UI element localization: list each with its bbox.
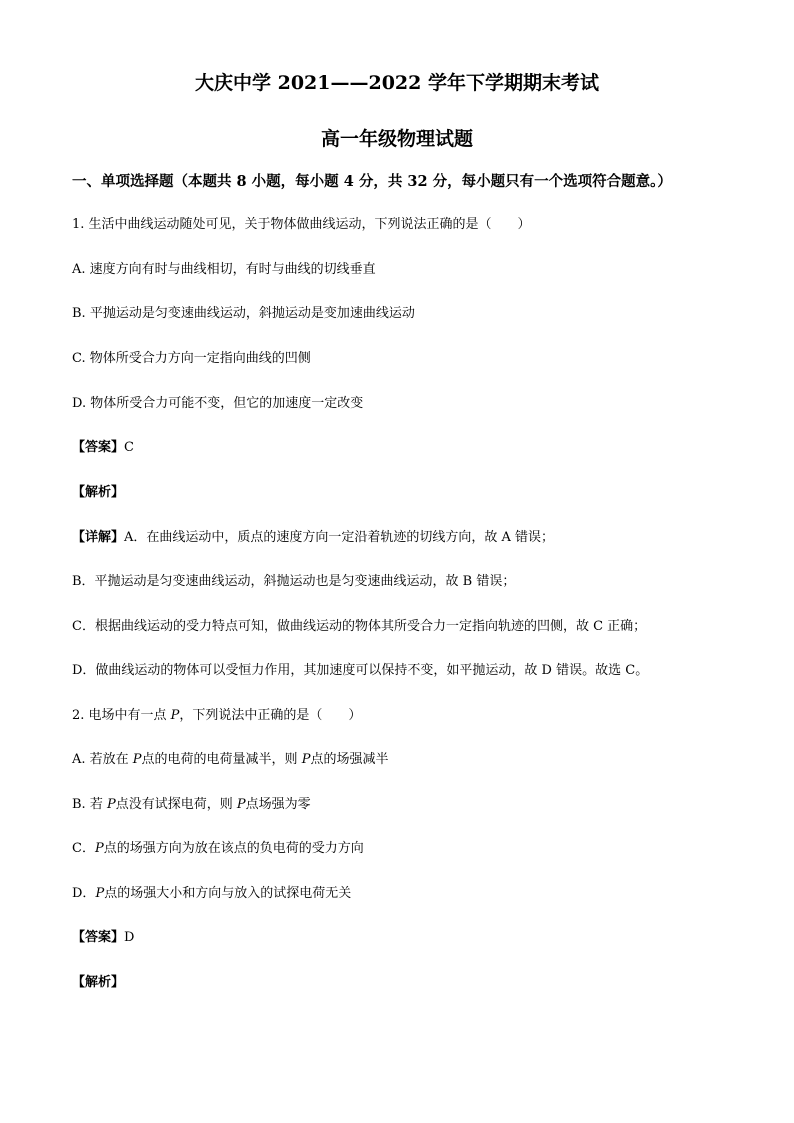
variable-p: P: [95, 886, 105, 901]
q2-stem-text: ，下列说法中正确的是（ ）: [179, 708, 362, 723]
variable-p: P: [301, 752, 311, 767]
option-text: 点的场强减半: [310, 752, 389, 767]
q2-analysis-label: 【解析】: [72, 975, 125, 990]
option-text: C．: [72, 841, 95, 856]
variable-p: P: [132, 752, 142, 767]
q1-detail-a: [72, 529, 554, 547]
variable-p: P: [170, 708, 180, 723]
option-text: 点的电荷的电荷量减半，则: [141, 752, 302, 767]
option-text: 点的场强方向为放在该点的负电荷的受力方向: [103, 841, 364, 856]
q1-answer: [72, 439, 134, 457]
q1-stem: 1. 生活中曲线运动随处可见，关于物体做曲线运动，下列说法正确的是（ ）: [72, 217, 531, 232]
q1-detail-b: B．平抛运动是匀变速曲线运动，斜抛运动也是匀变速曲线运动，故 B 错误；: [72, 574, 516, 589]
q1-option-c: C. 物体所受合力方向一定指向曲线的凹侧: [72, 351, 311, 366]
q2-option-a: [72, 751, 388, 769]
document-subtitle: 高一年级物理试题: [320, 128, 473, 150]
q1-option-d: D. 物体所受合力可能不变，但它的加速度一定改变: [72, 396, 364, 411]
q2-stem-text: 2. 电场中有一点: [72, 708, 171, 723]
q1-analysis-label: 【解析】: [72, 485, 125, 500]
q2-option-d: [72, 885, 351, 903]
q1-option-a: A. 速度方向有时与曲线相切，有时与曲线的切线垂直: [72, 262, 376, 277]
option-text: 点场强为零: [245, 797, 311, 812]
answer-value: C: [124, 440, 134, 455]
option-text: D．: [72, 886, 96, 901]
document-title: 大庆中学 2021——2022 学年下学期期末考试: [195, 72, 599, 94]
variable-p: P: [236, 797, 246, 812]
detail-text: A．在曲线运动中，质点的速度方向一定沿着轨迹的切线方向，故 A 错误；: [124, 530, 555, 545]
q2-stem: [72, 707, 361, 725]
detail-label: 【详解】: [72, 530, 125, 545]
variable-p: P: [106, 797, 116, 812]
option-text: 点的场强大小和方向与放入的试探电荷无关: [104, 886, 352, 901]
answer-value: D: [124, 930, 135, 945]
q1-detail-c: C．根据曲线运动的受力特点可知，做曲线运动的物体其所受合力一定指向轨迹的凹侧，故 C 正确；: [72, 619, 647, 634]
section-heading: 一、单项选择题（本题共 8 小题，每小题 4 分，共 32 分，每小题只有一个选项符合题意。）: [72, 173, 672, 190]
q2-option-b: [72, 796, 311, 814]
q1-detail-d: D．做曲线运动的物体可以受恒力作用，其加速度可以保持不变，如平抛运动，故 D 错误。故选 C。: [72, 663, 649, 678]
option-text: B. 若: [72, 797, 107, 812]
answer-label: 【答案】: [72, 930, 125, 945]
option-text: A. 若放在: [72, 752, 133, 767]
q1-option-b: B. 平抛运动是匀变速曲线运动，斜抛运动是变加速曲线运动: [72, 306, 415, 321]
option-text: 点没有试探电荷，则: [115, 797, 237, 812]
answer-label: 【答案】: [72, 440, 125, 455]
variable-p: P: [94, 841, 104, 856]
q2-answer: [72, 929, 134, 947]
q2-option-c: [72, 840, 364, 858]
